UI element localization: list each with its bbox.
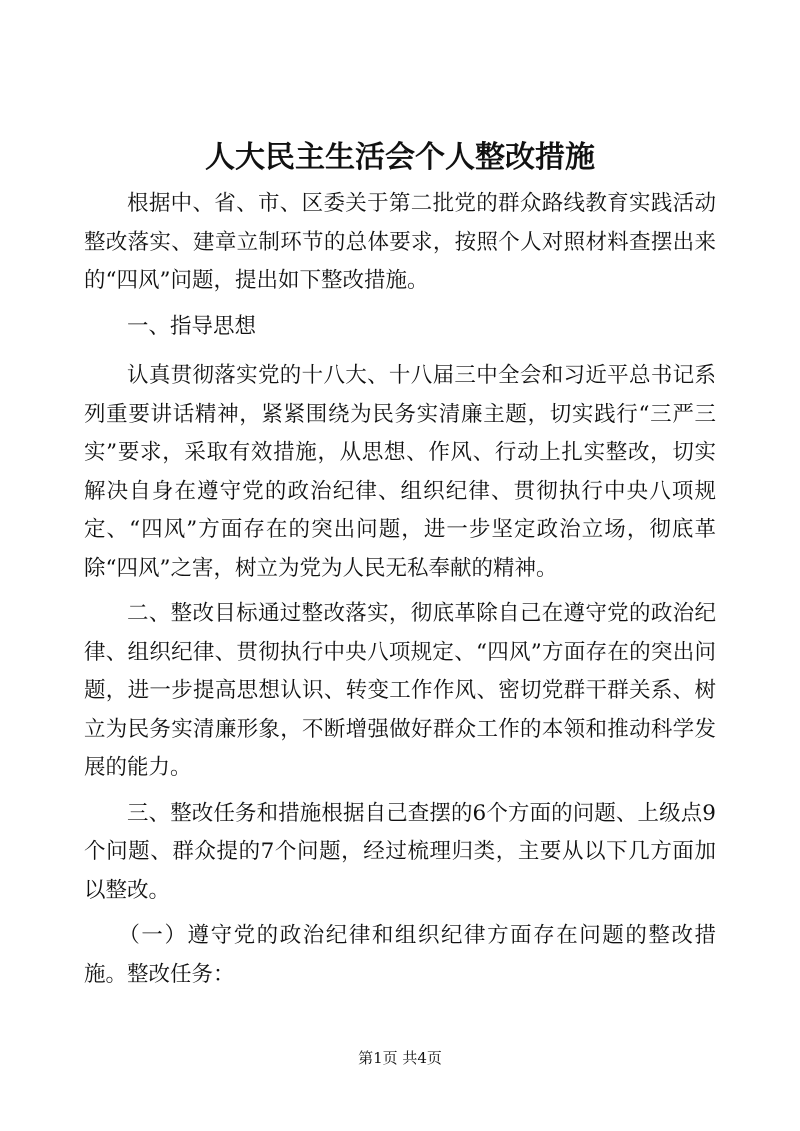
- document-body: [84, 185, 716, 1001]
- guiding-thought-paragraph: 认真贯彻落实党的十八大、十八届三中全会和习近平总书记系列重要讲话精神，紧紧围绕为民务实清廉主题，切实践行“三严三实”要求，采取有效措施，从思想、作风、行动上扎实整改，切实解决自身在遵守党的政治纪律、组织纪律、贯彻执行中央八项规定、“四风”方面存在的突出问题，进一步坚定政治立场，彻底革除“四风”之害，树立为党为人民无私奉献的精神。: [84, 363, 716, 581]
- rectification-tasks-paragraph: 三、整改任务和措施根据自己查摆的6个方面的问题、上级点9个问题、群众提的7个问题，经过梳理归类，主要从以下几方面加以整改。: [84, 800, 716, 903]
- document-title: 人大民主生活会个人整改措施: [205, 140, 595, 175]
- page-footer: 第1页 共4页: [358, 1049, 442, 1067]
- rectification-goal-paragraph: 二、整改目标通过整改落实，彻底革除自己在遵守党的政治纪律、组织纪律、贯彻执行中央八项规定、“四风”方面存在的突出问题，进一步提高思想认识、转变工作作风、密切党群干群关系、树立为民务实清廉形象，不断增强做好群众工作的本领和推动科学发展的能力。: [84, 601, 716, 780]
- section-heading-guiding-thought: 一、指导思想: [127, 313, 257, 339]
- subsection-discipline-paragraph: （一）遵守党的政治纪律和组织纪律方面存在问题的整改措施。整改任务：: [84, 923, 716, 987]
- intro-paragraph: 根据中、省、市、区委关于第二批党的群众路线教育实践活动整改落实、建章立制环节的总体要求，按照个人对照材料查摆出来的“四风”问题，提出如下整改措施。: [84, 191, 716, 293]
